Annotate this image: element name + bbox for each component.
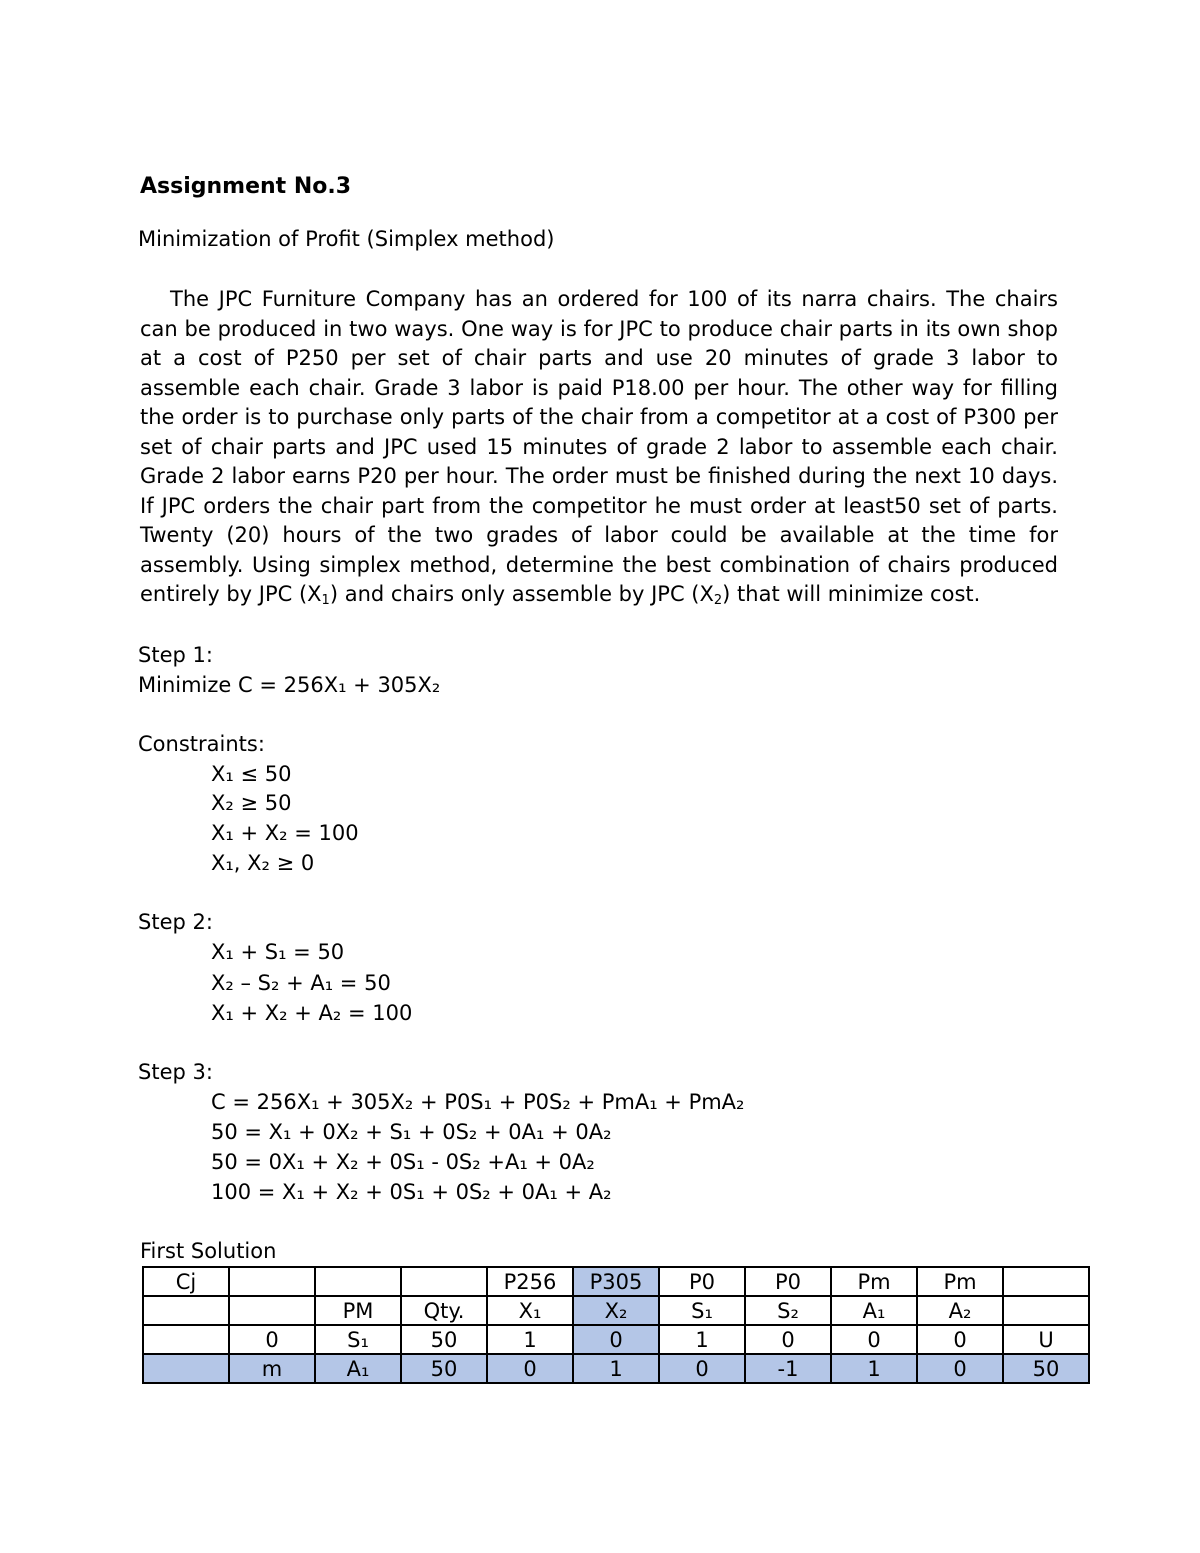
problem-text-b: ) and chairs only assemble by JPC (X bbox=[329, 582, 714, 606]
table-row bbox=[143, 1325, 1089, 1354]
table-cell: 0 bbox=[831, 1325, 917, 1354]
table-cell: P256 bbox=[487, 1267, 573, 1296]
step2-label: Step 2: bbox=[138, 910, 213, 934]
table-cell: Pm bbox=[917, 1267, 1003, 1296]
constraint-1: X₁ ≤ 50 bbox=[211, 762, 292, 786]
table-cell: 0 bbox=[659, 1354, 745, 1383]
table-cell bbox=[229, 1296, 315, 1325]
simplex-table bbox=[142, 1266, 1090, 1384]
problem-text-a: The JPC Furniture Company has an ordered for 100 of its narra chairs. The chairs can be produced in two ways. One way is for JPC to produce chair parts in its own shop at a cost of P250 per set of chair parts and use 20 minutes of grade 3 labor to assemble each chair. Grade 3 labor is paid P18.00 per hour. The other way for filling the order is to purchase only parts of the chair from a competitor at a cost of P300 per set of chair parts and JPC used 15 minutes of grade 2 labor to assemble each chair. Grade 2 labor earns P20 per hour. The order must be finished during the next 10 days. If JPC orders the chair part from the competitor he must order at least50 set of parts. Twenty (20) hours of the two grades of labor could be available at the time for assembly. Using simplex method, determine the best combination of chairs produced entirely by JPC (X bbox=[140, 287, 1058, 606]
table-cell bbox=[401, 1267, 487, 1296]
table-cell: m bbox=[229, 1354, 315, 1383]
table-cell: Pm bbox=[831, 1267, 917, 1296]
problem-sub-1: 1 bbox=[321, 593, 330, 608]
problem-statement bbox=[140, 285, 1058, 610]
first-solution-label: First Solution bbox=[140, 1239, 277, 1263]
table-cell: 0 bbox=[745, 1325, 831, 1354]
step3-label: Step 3: bbox=[138, 1060, 213, 1084]
step2-equation-2: X₂ – S₂ + A₁ = 50 bbox=[211, 971, 391, 995]
table-cell: Cj bbox=[143, 1267, 229, 1296]
step3-equation-2: 50 = X₁ + 0X₂ + S₁ + 0S₂ + 0A₁ + 0A₂ bbox=[211, 1120, 612, 1144]
table-cell-pivot-column: 0 bbox=[573, 1325, 659, 1354]
constraint-3: X₁ + X₂ = 100 bbox=[211, 821, 359, 845]
assignment-subtitle: Minimization of Profit (Simplex method) bbox=[138, 227, 555, 251]
table-cell: 0 bbox=[487, 1354, 573, 1383]
table-cell bbox=[1003, 1267, 1089, 1296]
problem-sub-2: 2 bbox=[713, 593, 723, 608]
table-cell: S₂ bbox=[745, 1296, 831, 1325]
table-cell: A₂ bbox=[917, 1296, 1003, 1325]
step3-equation-3: 50 = 0X₁ + X₂ + 0S₁ - 0S₂ +A₁ + 0A₂ bbox=[211, 1150, 595, 1174]
step3-equation-4: 100 = X₁ + X₂ + 0S₁ + 0S₂ + 0A₁ + A₂ bbox=[211, 1180, 612, 1204]
table-row bbox=[143, 1267, 1089, 1296]
table-cell: S₁ bbox=[659, 1296, 745, 1325]
table-cell: PM bbox=[315, 1296, 401, 1325]
table-cell: 0 bbox=[917, 1354, 1003, 1383]
table-cell: P0 bbox=[659, 1267, 745, 1296]
table-cell bbox=[143, 1296, 229, 1325]
step1-objective: Minimize C = 256X₁ + 305X₂ bbox=[138, 673, 441, 697]
table-cell: -1 bbox=[745, 1354, 831, 1383]
table-cell: A₁ bbox=[831, 1296, 917, 1325]
step2-equation-3: X₁ + X₂ + A₂ = 100 bbox=[211, 1001, 413, 1025]
table-cell: 1 bbox=[487, 1325, 573, 1354]
table-cell: U bbox=[1003, 1325, 1089, 1354]
table-cell bbox=[1003, 1296, 1089, 1325]
table-cell bbox=[315, 1267, 401, 1296]
table-cell bbox=[143, 1325, 229, 1354]
table-cell: P0 bbox=[745, 1267, 831, 1296]
table-cell: 1 bbox=[831, 1354, 917, 1383]
table-cell bbox=[143, 1354, 229, 1383]
table-cell: 1 bbox=[573, 1354, 659, 1383]
table-cell bbox=[229, 1267, 315, 1296]
constraint-4: X₁, X₂ ≥ 0 bbox=[211, 851, 315, 875]
table-cell: 50 bbox=[401, 1354, 487, 1383]
constraint-2: X₂ ≥ 50 bbox=[211, 791, 292, 815]
table-cell-pivot-column: P305 bbox=[573, 1267, 659, 1296]
problem-text-c: ) that will minimize cost. bbox=[722, 582, 981, 606]
table-row-pivot bbox=[143, 1354, 1089, 1383]
table-cell: A₁ bbox=[315, 1354, 401, 1383]
table-cell: X₁ bbox=[487, 1296, 573, 1325]
table-cell: 1 bbox=[659, 1325, 745, 1354]
table-cell: 0 bbox=[917, 1325, 1003, 1354]
table-cell: 50 bbox=[1003, 1354, 1089, 1383]
table-cell: S₁ bbox=[315, 1325, 401, 1354]
step1-label: Step 1: bbox=[138, 643, 213, 667]
table-cell-pivot-column: X₂ bbox=[573, 1296, 659, 1325]
constraints-label: Constraints: bbox=[138, 732, 265, 756]
table-cell: Qty. bbox=[401, 1296, 487, 1325]
step2-equation-1: X₁ + S₁ = 50 bbox=[211, 940, 345, 964]
assignment-title: Assignment No.3 bbox=[140, 174, 352, 199]
step3-equation-1: C = 256X₁ + 305X₂ + P0S₁ + P0S₂ + PmA₁ + PmA₂ bbox=[211, 1090, 745, 1114]
table-cell: 0 bbox=[229, 1325, 315, 1354]
table-cell: 50 bbox=[401, 1325, 487, 1354]
table-row bbox=[143, 1296, 1089, 1325]
